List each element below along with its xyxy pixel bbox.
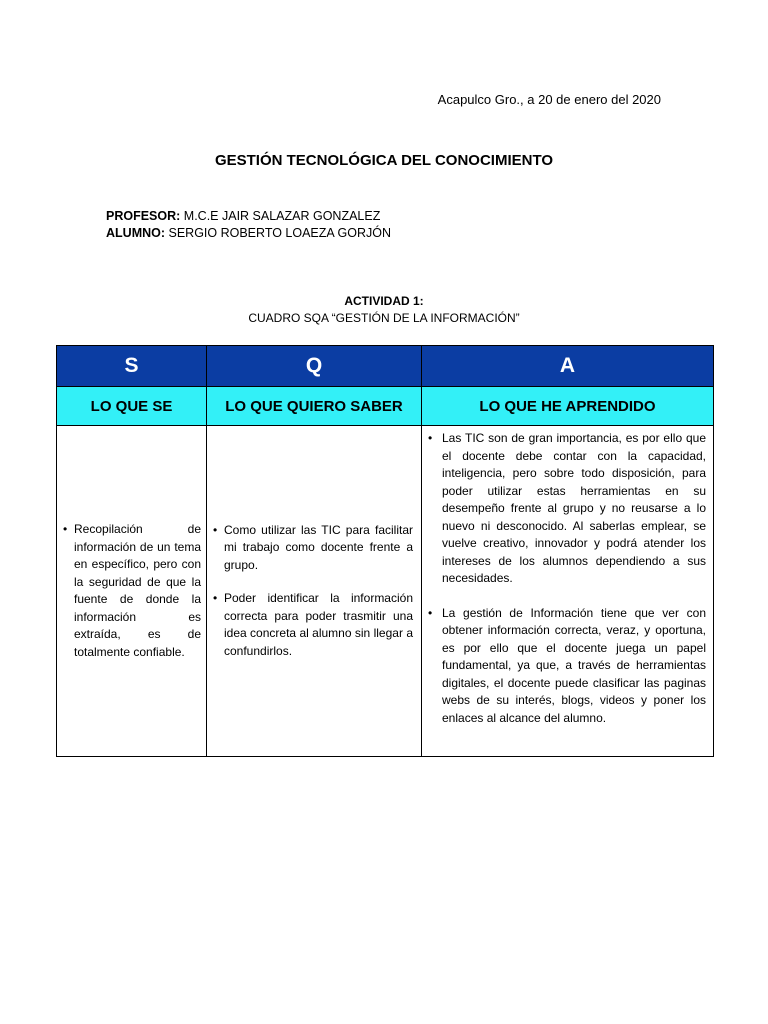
- activity-heading: [0, 293, 768, 327]
- q-list: [207, 522, 421, 661]
- list-item: [428, 605, 706, 728]
- header-letter-row: [57, 346, 714, 387]
- date-line: Acapulco Gro., a 20 de enero del 2020: [437, 92, 661, 107]
- q-item-text: Como utilizar las TIC para facilitar mi trabajo como docente frente a grupo.: [224, 522, 413, 572]
- header-label-row: [57, 387, 714, 426]
- alumno-line: [106, 225, 391, 242]
- header-label-q: LO QUE QUIERO SABER: [207, 387, 422, 426]
- document-title: GESTIÓN TECNOLÓGICA DEL CONOCIMIENTO: [214, 152, 554, 169]
- header-letter-s: S: [57, 346, 207, 387]
- header-label-s: LO QUE SE: [57, 387, 207, 426]
- header-label-a: LO QUE HE APRENDIDO: [422, 387, 714, 426]
- header-letter-a: A: [422, 346, 714, 387]
- list-item: [428, 430, 706, 588]
- header-letter-q: Q: [207, 346, 422, 387]
- bullet-icon: •: [213, 522, 218, 537]
- a-item-text: La gestión de Información tiene que ver con obtener información correcta, veraz, y oportuna, es por ello que el docente juega un papel fundamental, ya que, a través de herramientas digitales, el docente puede clasificar las paginas webs de su interés, blogs, videos y poner los enlaces al alcance del alumno.: [442, 605, 706, 725]
- bullet-icon: •: [428, 431, 433, 445]
- list-item: [213, 590, 413, 660]
- activity-subtitle: CUADRO SQA “GESTIÓN DE LA INFORMACIÓN”: [248, 311, 520, 325]
- alumno-value: SERGIO ROBERTO LOAEZA GORJÓN: [168, 226, 392, 240]
- content-row: [57, 426, 714, 757]
- profesor-label: PROFESOR:: [106, 209, 181, 223]
- q-cell: [207, 426, 422, 757]
- q-item-text: Poder identificar la información correcta para poder trasmitir una idea concreta al alumno sin llegar a confundirlos.: [224, 591, 413, 658]
- bullet-icon: •: [428, 605, 433, 620]
- activity-title: ACTIVIDAD 1:: [344, 294, 424, 308]
- a-cell: [422, 426, 714, 757]
- bullet-icon: •: [213, 591, 218, 606]
- bullet-icon: •: [63, 522, 68, 536]
- list-item: [63, 521, 201, 661]
- a-item-text: Las TIC son de gran importancia, es por ello que el docente debe contar con la capacidad, inteligencia, pero sobre todo disposición, para poder utilizar estas herramientas en su desempeño frente al grupo y no reusarse a lo nuevo ni desconocido. Al saberlas emplear, se vuelve creativo, innovador y podrá atender los intereses de los alumnos dependiendo a sus necesidades.: [442, 431, 706, 585]
- sqa-table: [56, 345, 714, 757]
- s-cell: [57, 426, 207, 757]
- s-list: [57, 521, 206, 661]
- a-list: [422, 426, 713, 727]
- alumno-label: ALUMNO:: [106, 226, 166, 240]
- info-block: [106, 208, 391, 242]
- profesor-value: M.C.E JAIR SALAZAR GONZALEZ: [183, 209, 381, 223]
- profesor-line: [106, 208, 391, 225]
- list-item: [213, 522, 413, 575]
- s-item-text: Recopilación de información de un tema en específico, pero con la seguridad de que la fuente de donde la información es extraída, es de totalmente confiable.: [74, 522, 201, 659]
